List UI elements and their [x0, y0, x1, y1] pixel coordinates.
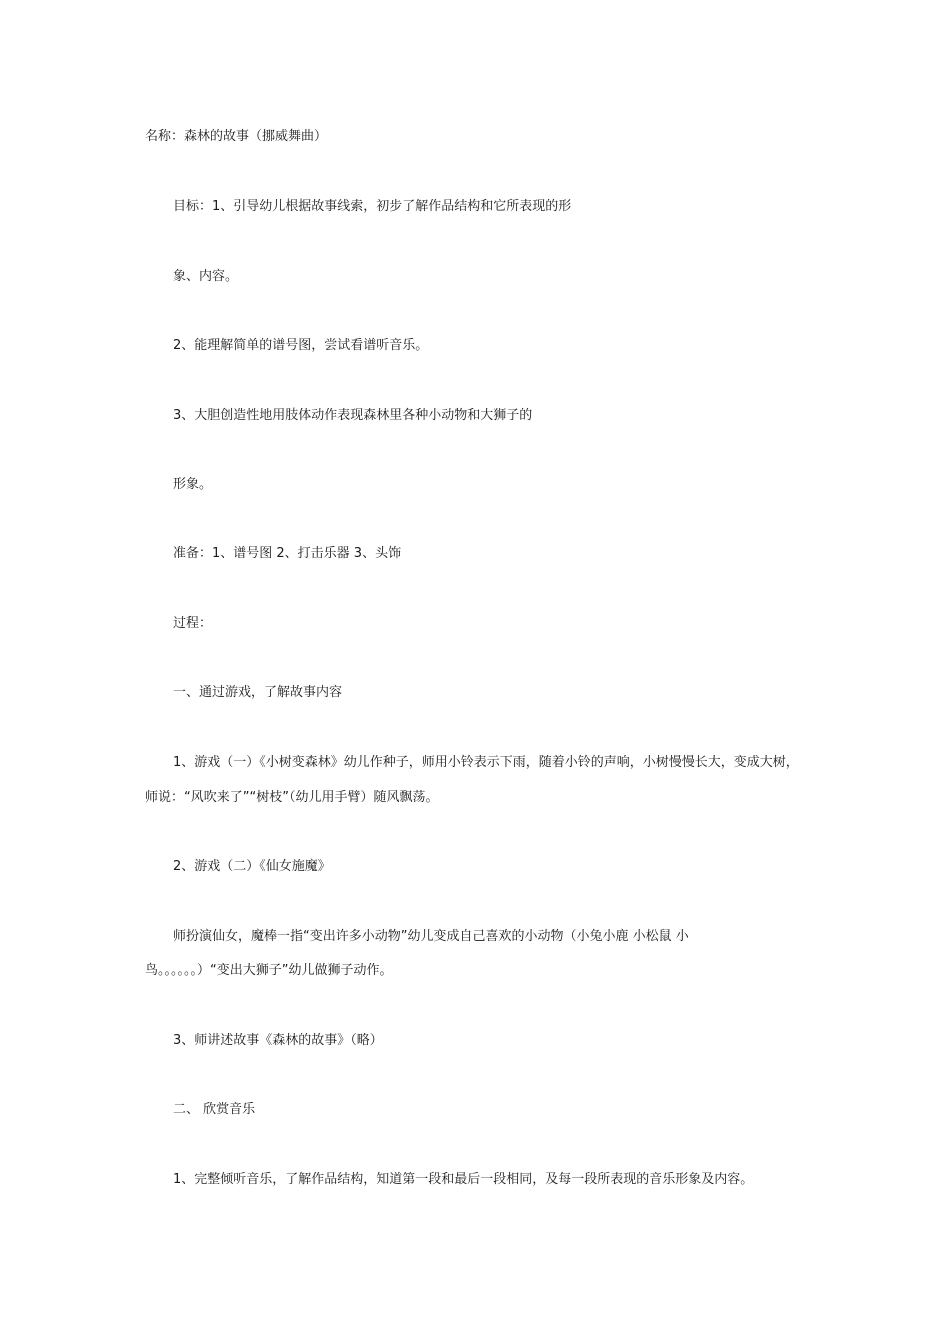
goal-line-3-cont: 形象。 — [173, 477, 213, 492]
game-one-line-cont: 师说：“风吹来了”“树枝”（幼儿用手臂）随风飘荡。 — [145, 790, 439, 805]
story-line: 3、师讲述故事《森林的故事》（略） — [173, 1033, 383, 1048]
goal-line-3: 3、大胆创造性地用肢体动作表现森林里各种小动物和大狮子的 — [173, 408, 533, 423]
section-one-heading: 一、通过游戏，了解故事内容 — [173, 685, 343, 700]
goal-line-2: 2、能理解简单的谱号图，尝试看谱听音乐。 — [173, 338, 429, 353]
section-two-heading: 二、 欣赏音乐 — [173, 1102, 256, 1117]
process-heading: 过程： — [173, 616, 213, 631]
game-two-line-cont: 鸟。。。。。。）“变出大狮子”幼儿做狮子动作。 — [145, 963, 393, 978]
game-two-line: 师扮演仙女，魔棒一指“变出许多小动物”幼儿变成自己喜欢的小动物（小兔小鹿 小松鼠 小 — [173, 929, 689, 944]
goal-line-1-cont: 象、内容。 — [173, 269, 239, 284]
goal-line-1: 目标：1、引导幼儿根据故事线索，初步了解作品结构和它所表现的形 — [173, 199, 572, 214]
game-one-line: 1、游戏（一）《小树变森林》幼儿作种子，师用小铃表示下雨，随着小铃的声响，小树慢慢长大，变成大树， — [173, 755, 799, 770]
listening-line: 1、完整倾听音乐，了解作品结构，知道第一段和最后一段相同，及每一段所表现的音乐形象及内容。 — [173, 1172, 754, 1187]
title-line: 名称：森林的故事（挪威舞曲） — [145, 129, 328, 144]
game-two-heading: 2、游戏（二）《仙女施魔》 — [173, 859, 331, 874]
preparation-line: 准备：1、谱号图 2、打击乐器 3、头饰 — [173, 546, 402, 561]
